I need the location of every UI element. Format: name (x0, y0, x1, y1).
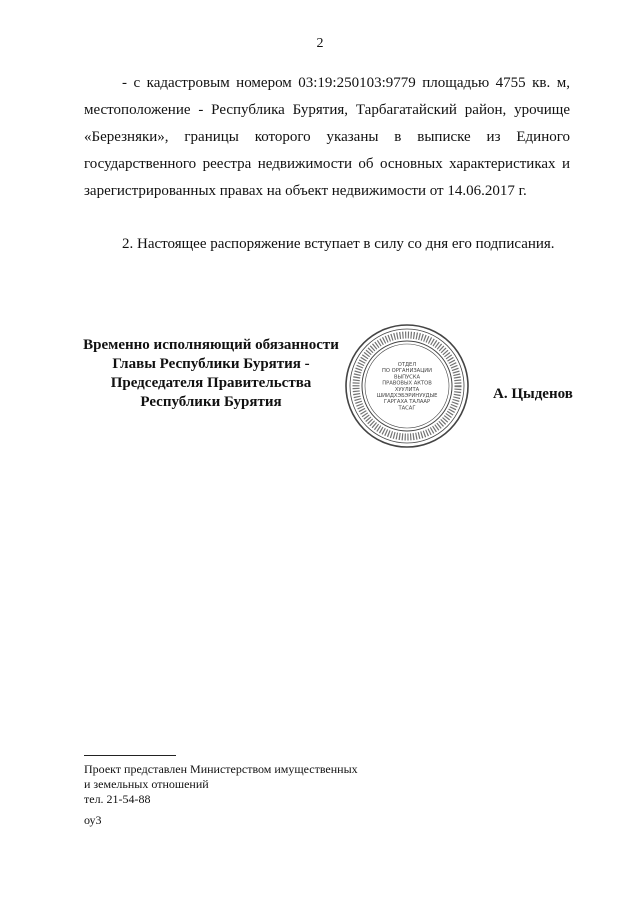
stamp-text-line: ПРАВОВЫХ АКТОВ (382, 380, 432, 387)
signer-title-line: Главы Республики Бурятия - (112, 356, 310, 372)
page-number: 2 (316, 36, 324, 51)
signer-title-line: Председателя Правительства (110, 375, 312, 391)
paragraph-effective: 2. Настоящее распоряжение вступает в силу со дня его подписания. (122, 236, 555, 252)
footnote-line: Проект представлен Министерством имущественных (84, 762, 358, 776)
signer-title-line: Временно исполняющий обязанности (83, 337, 339, 353)
stamp-text-line: ПО ОРГАНИЗАЦИИ (381, 368, 433, 375)
footnote (84, 762, 358, 807)
signer-title (70, 336, 352, 412)
signer-title-line: Республики Бурятия (140, 394, 282, 410)
document-body (84, 70, 570, 258)
footnote-line: и земельных отношений (84, 777, 209, 791)
footnote-line: тел. 21-54-88 (84, 792, 151, 806)
stamp-text-line: ОТДЕЛ (397, 362, 417, 368)
stamp-text-line: ВЫПУСКА (393, 374, 421, 381)
stamp-text-line: ШИИДХЭБЭРИНУУДЫЕ (376, 393, 438, 399)
stamp-text-line: ТАСАГ (398, 405, 416, 412)
footnote-divider (84, 755, 176, 756)
stamp-text-line: ХУУЛИТА (394, 386, 420, 393)
official-seal-stamp (343, 322, 471, 450)
signer-name: А. Цыденов (493, 386, 573, 402)
paragraph-cadastral: - с кадастровым номером 03:19:250103:9779 площадью 4755 кв. м, местоположение - Республика Бурятия, Тарбагатайский район, урочище «Березняки», границы которого указаны в выписке из Единого государственного реестра недвижимости об основных характеристиках и зарегистрированных правах на объект недвижимости от 14.06.2017 г. (84, 75, 570, 199)
stamp-text-line: ГАРГАХА ТАЛААР (383, 399, 431, 406)
document-code: оу3 (84, 813, 102, 827)
